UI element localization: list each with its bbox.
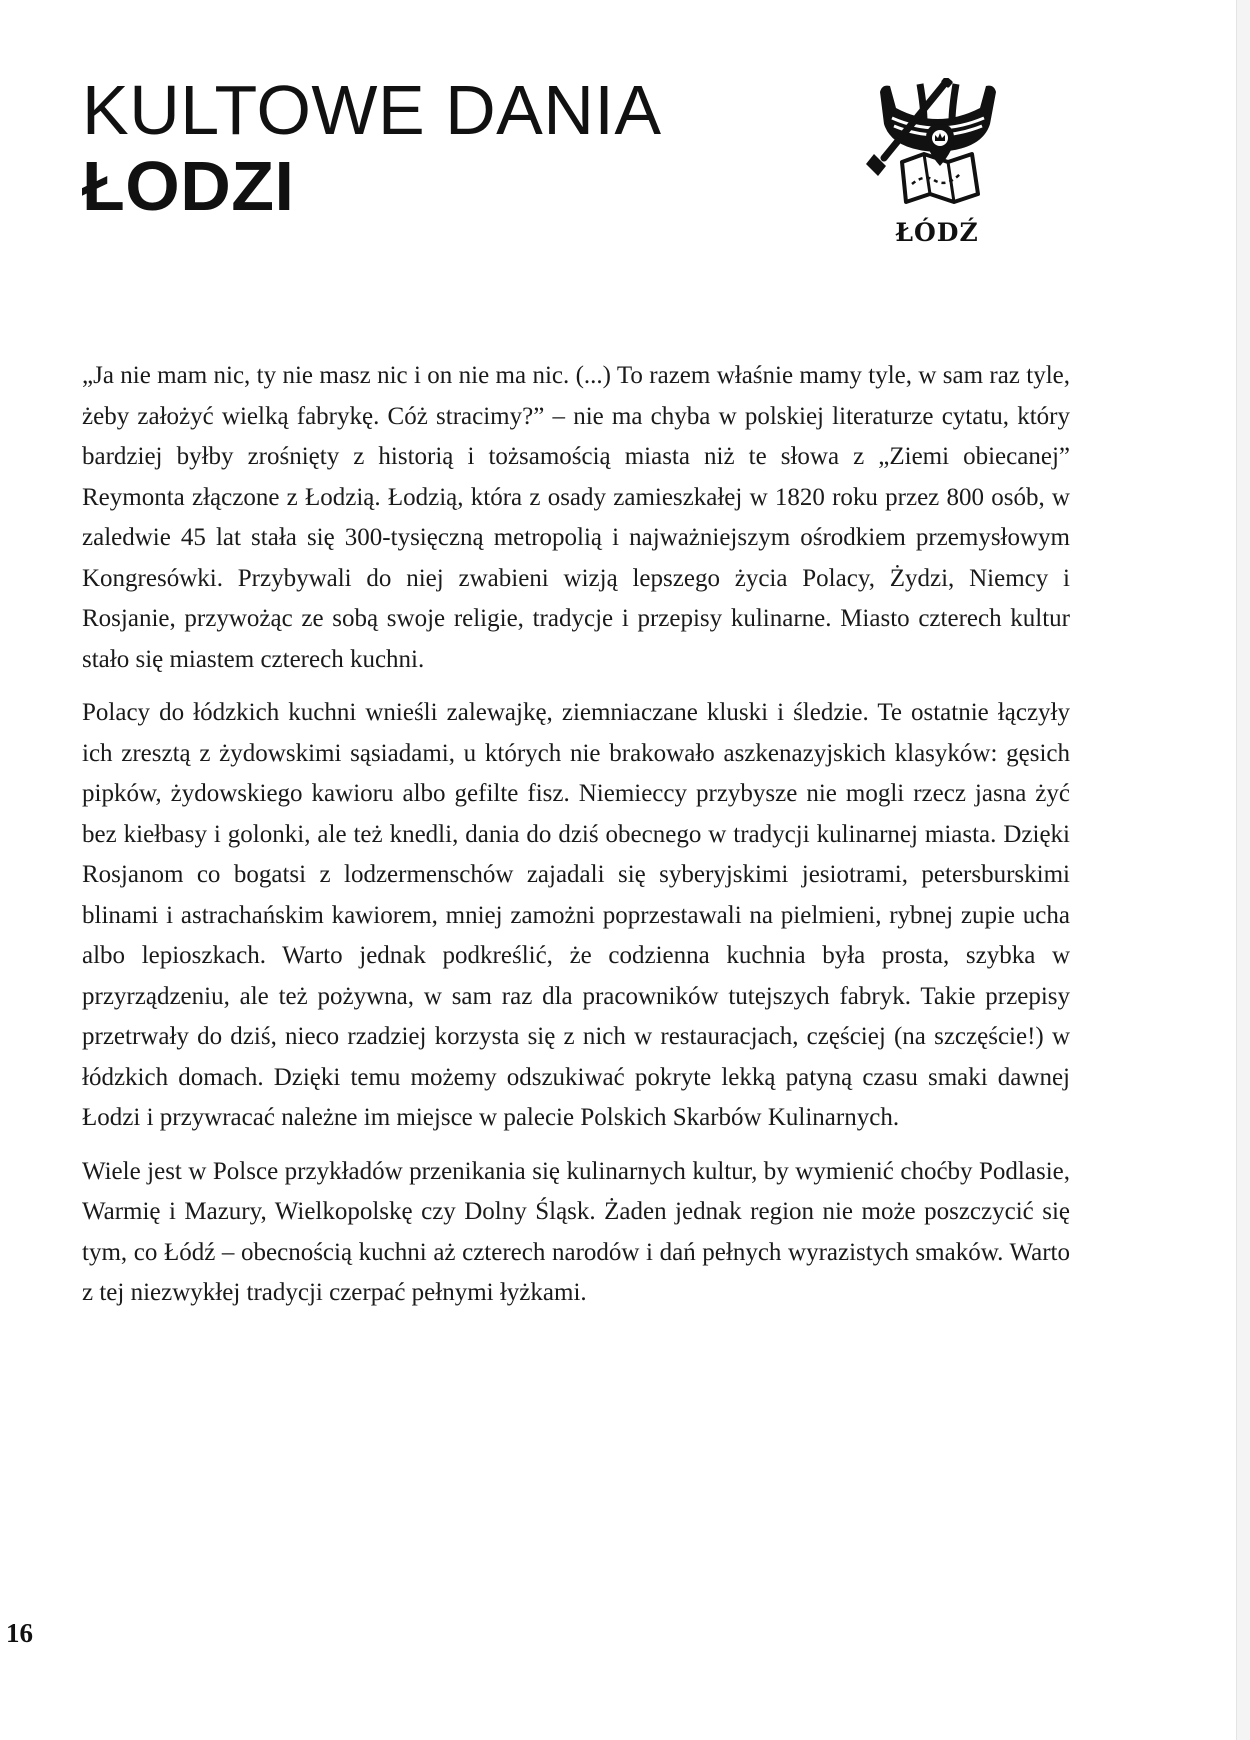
- title-line-1: KULTOWE DANIA: [82, 71, 662, 149]
- page-title: [82, 72, 662, 224]
- title-line-2: ŁODZI: [82, 147, 295, 225]
- paragraph: Wiele jest w Polsce przykładów przenikania się kulinarnych kultur, by wymienić choćby Podlasie, Warmię i Mazury, Wielkopolskę czy Dolny Śląsk. Żaden jednak region nie może poszczycić się tym, co Łódź – obecnością kuchni aż czterech narodów i dań pełnych wyrazistych smaków. Warto z tej niezwykłej tradycji czerpać pełnymi łyżkami.: [82, 1157, 1070, 1306]
- article-body: [82, 356, 1070, 1327]
- page-edge-divider: [1236, 0, 1250, 1740]
- emblem-city-label: ŁÓDŹ: [895, 218, 979, 247]
- paragraph: Polacy do łódzkich kuchni wnieśli zalewajkę, ziemniaczane kluski i śledzie. Te ostatnie łączyły ich zresztą z żydowskimi sąsiadami, u których nie brakowało aszkenazyjskich klasyków: gęsich pipków, żydowskiego kawioru albo gefilte fisz. Niemieccy przybysze nie mogli rzecz jasna żyć bez kiełbasy i golonki, ale też knedli, dania do dziś obecnego w tradycji kulinarnej miasta. Dzięki Rosjanom co bogatsi z lodzermenschów zajadali się syberyjskimi jesiotrami, petersburskimi blinami i astrachańskim kawiorem, mniej zamożni poprzestawali na pielmieni, rybnej zupie ucha albo lepioszkach. Warto jednak podkreślić, że codzienna kuchnia była prosta, szybka w przyrządzeniu, ale też pożywna, w sam raz dla pracowników tutejszych fabryk. Takie przepisy przetrwały do dziś, nieco rzadziej korzysta się z nich w restauracjach, częściej (na szczęście!) w łódzkich domach. Dzięki temu możemy odszukiwać pokryte lekką patyną czasu smaki dawnej Łodzi i przywracać należne im miejsce w palecie Polskich Skarbów Kulinarnych.: [82, 699, 1070, 1131]
- paragraph: „Ja nie mam nic, ty nie masz nic i on nie ma nic. (...) To razem właśnie mamy tyle, w sam raz tyle, żeby założyć wielką fabrykę. Cóż stracimy?” – nie ma chyba w polskiej literaturze cytatu, który bardziej byłby zrośnięty z historią i tożsamością miasta niż te słowa z „Ziemi obiecanej” Reymonta złączone z Łodzią. Łodzią, która z osady zamieszkałej w 1820 roku przez 800 osób, w zaledwie 45 lat stała się 300-tysięczną metropolią i najważniejszym ośrodkiem przemysłowym Kongresówki. Przybywali do niej zwabieni wizją lepszego życia Polacy, Żydzi, Niemcy i Rosjanie, przywożąc ze sobą swoje religie, tradycje i przepisy kulinarne. Miasto czterech kultur stało się miastem czterech kuchni.: [82, 362, 1070, 673]
- page-number: 16: [6, 1618, 33, 1648]
- city-emblem: [862, 78, 1012, 258]
- boat-map-pin-icon: [862, 78, 1012, 218]
